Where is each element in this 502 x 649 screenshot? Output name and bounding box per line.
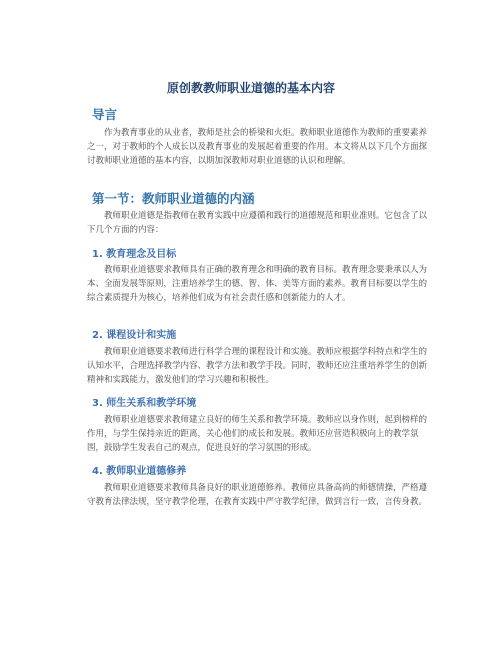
document-title: 原创教教师职业道德的基本内容 xyxy=(166,81,335,95)
intro-heading: 导言 xyxy=(92,107,118,122)
intro-paragraph: 作为教育事业的从业者，教师是社会的桥梁和火炬。教师职业道德作为教师的重要素养之一，对于教师的个人成长以及教育事业的发展起着重要的作用。本文将从以下几个方面探讨教师职业道德的基本内容，以期加深教师对职业道德的认识和理解。 xyxy=(87,128,428,166)
item3-heading: 3. 师生关系和教学环境 xyxy=(92,398,197,409)
item3-paragraph: 教师职业道德要求教师建立良好的师生关系和教学环境。教师应以身作则，起到榜样的作用，与学生保持亲近的距离，关心他们的成长和发展。教师还应营造积极向上的教学氛围，鼓励学生发表自己的观点，促进良好的学习氛围的形成。 xyxy=(87,415,428,453)
item4-paragraph: 教师职业道德要求教师具备良好的职业道德修养。教师应具备高尚的师德情操，严格遵守教育法律法规，坚守教学伦理，在教育实践中严守教学纪律，做到言行一致，言传身教。 xyxy=(87,483,428,507)
section1-heading: 第一节：教师职业道德的内涵 xyxy=(92,191,255,206)
item1-paragraph: 教师职业道德要求教师具有正确的教育理念和明确的教育目标。教育理念要秉承以人为本、全面发展等原则，注重培养学生的德、智、体、美等方面的素养。教育目标要以学生的综合素质提升为核心，培养他们成为有社会责任感和创新能力的人才。 xyxy=(87,265,428,303)
section1-paragraph: 教师职业道德是指教师在教育实践中应遵循和践行的道德规范和职业准则。它包含了以下几个方面的内容： xyxy=(87,211,428,235)
item2-paragraph: 教师职业道德要求教师进行科学合理的课程设计和实施。教师应根据学科特点和学生的认知水平，合理选择教学内容、教学方法和教学手段。同时，教师还应注重培养学生的创新精神和实践能力，激发他们的学习兴趣和积极性。 xyxy=(87,347,428,385)
item1-heading: 1. 教育理念及目标 xyxy=(92,249,177,260)
item4-heading: 4. 教师职业道德修养 xyxy=(92,466,187,477)
item2-heading: 2. 课程设计和实施 xyxy=(92,330,177,341)
